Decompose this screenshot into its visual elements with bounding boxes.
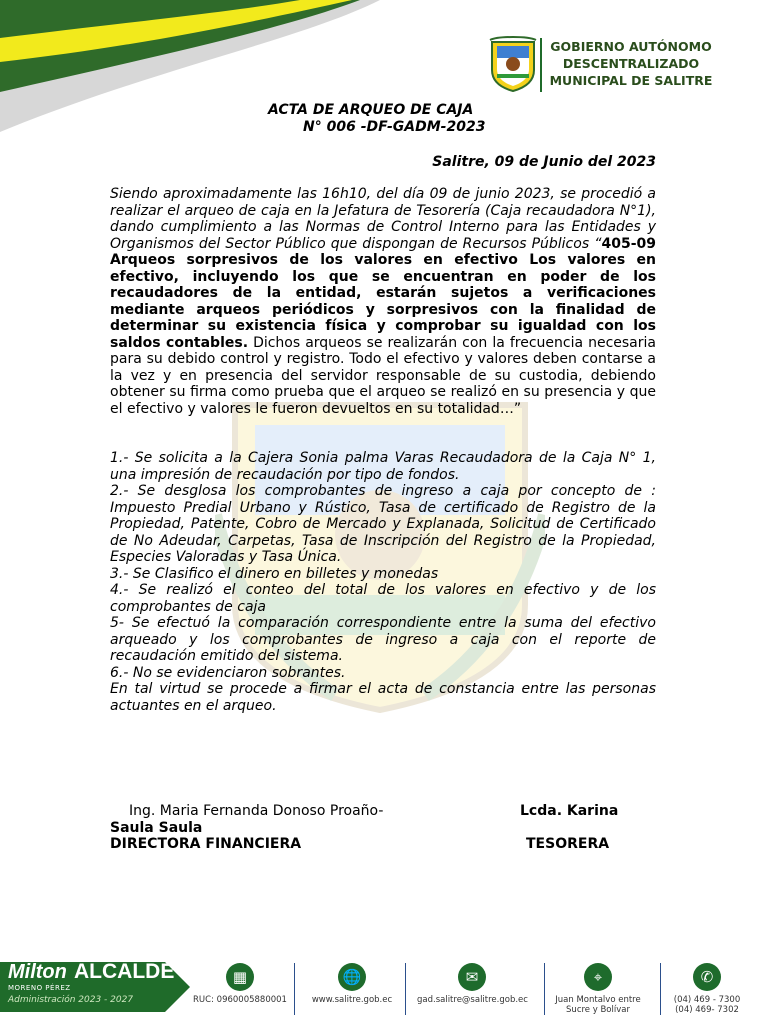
list-item-text: No se evidenciaron sobrantes. [128,664,346,681]
phone-icon: ✆ [693,963,721,991]
contact-website[interactable] [297,963,407,1005]
municipal-seal-icon [488,36,538,92]
list-item [110,582,656,615]
org-line-3: MUNICIPAL DE SALITRE [549,73,713,88]
document-number: N° 006 -DF-GADM-2023 [303,119,486,135]
signatory-left-role: DIRECTORA FINANCIERA [110,836,302,852]
paragraph-gap [110,417,656,450]
contact-email-text[interactable]: gad.salitre@salitre.gob.ec [417,995,528,1005]
mail-icon: ✉ [458,963,486,991]
contact-address-text: Juan Montalvo entre Sucre y Bolívar [555,995,641,1015]
organization-name [546,38,716,89]
brand-first-name: Milton [8,961,67,983]
list-item-text: Se desglosa los comprobantes de ingreso a caja por concepto de : Impuesto Predial Urbano y Rústico, Tasa de certificado de Registro de la Propiedad, Patente, Cobro de Mercado y Explanada, Solicitud de Certificado de No Adeudar, Carpetas, Tasa de Inscripción del Registro de la Propiedad, Especies Valoradas y Tasa Única. [110,483,656,565]
list-item [110,615,656,665]
list-item-number: 4.- [110,582,129,598]
list-item [110,483,656,566]
list-item-number: 2.- [110,483,129,499]
signatory-left-name: Ing. Maria Fernanda Donoso Proaño- [129,803,384,819]
list-item-text: Se solicita a la Cajera Sonia palma Varas Recaudadora de la Caja N° 1, una impresión de recaudación por tipo de fondos. [110,450,656,483]
intro-italic: Siendo aproximadamente las 16h10, del día 09 de junio 2023, se procedió a realizar el arqueo de caja en la Jefatura de Tesorería (Caja recaudadora N°1), dando cumplimiento a las Normas de Control Interno para las Entidades y Organismos del Sector Público que dispongan de Recursos Públicos “ [110,186,656,252]
document-date: Salitre, 09 de Junio del 2023 [432,154,656,170]
municipal-logo [488,36,718,96]
brand-administration: Administración 2023 - 2027 [8,995,134,1005]
contact-email[interactable] [417,963,527,1005]
contact-ruc-text: RUC: 0960005880001 [193,995,287,1005]
intro-rest: Dichos arqueos se realizarán con la frecuencia necesaria para su debido control y registro. Todo el efectivo y valores deben contarse a la vez y en presencia del servidor responsable de su custodia, debiendo obtener su firma como prueba que el arqueo se realizó en su presencia y que el efectivo y valores le fueron devueltos en su totalidad…” [110,334,656,417]
signatory-left-surname: Saula Saula [110,820,203,836]
list-item-text: Se efectuó la comparación correspondiente entre la suma del efectivo arqueado y los comprobantes de ingreso a caja con el reporte de recaudación emitido del sistema. [110,615,656,664]
list-item-number: 3.- [110,565,129,582]
contact-phone-text: (04) 469 - 7300 (04) 469- 7302 [673,995,741,1015]
logo-divider [540,38,542,92]
footer-divider [405,963,406,1015]
contact-website-text[interactable]: www.salitre.gob.ec [311,995,393,1005]
brand-surname: MORENO PÉREZ [8,984,71,992]
list-item-number: 5- [110,615,124,631]
calculator-icon: ▦ [226,963,254,991]
list-item [110,450,656,483]
list-item-text: Se Clasifico el dinero en billetes y monedas [128,565,439,582]
closing-paragraph: En tal virtud se procede a firmar el acta de constancia entre las personas actuantes en el arqueo. [110,681,656,714]
intro-bold-regulation: 405-09 Arqueos sorpresivos de los valores en efectivo Los valores en efectivo, incluyendo los que se encuentran en poder de los recaudadores de la entidad, estarán sujetos a verificaciones mediante arqueos periódicos y sorpresivos con la finalidad de determinar su existencia física y comprobar su igualdad con los saldos contables. [110,235,656,351]
list-item-number: 1.- [110,450,129,466]
list-item [110,665,656,682]
footer [0,955,768,1024]
org-line-1: GOBIERNO AUTÓNOMO [550,39,712,54]
footer-divider [294,963,295,1015]
org-line-2: DESCENTRALIZADO [562,56,700,71]
signatory-right-role: TESORERA [526,836,610,852]
globe-icon: 🌐 [338,963,366,991]
document-body [110,186,656,714]
signatory-right-name: Lcda. Karina [520,803,619,819]
location-pin-icon: ⌖ [584,963,612,991]
brand-role: ALCALDE [74,960,175,983]
list-item [110,566,656,583]
contact-phone [652,963,762,1015]
document-title: ACTA DE ARQUEO DE CAJA [268,102,474,118]
list-item-number: 6.- [110,664,129,681]
contact-address [543,963,653,1015]
intro-paragraph [110,186,656,417]
contact-ruc [185,963,295,1005]
list-item-text: Se realizó el conteo del total de los valores en efectivo y de los comprobantes de caja [110,582,656,615]
